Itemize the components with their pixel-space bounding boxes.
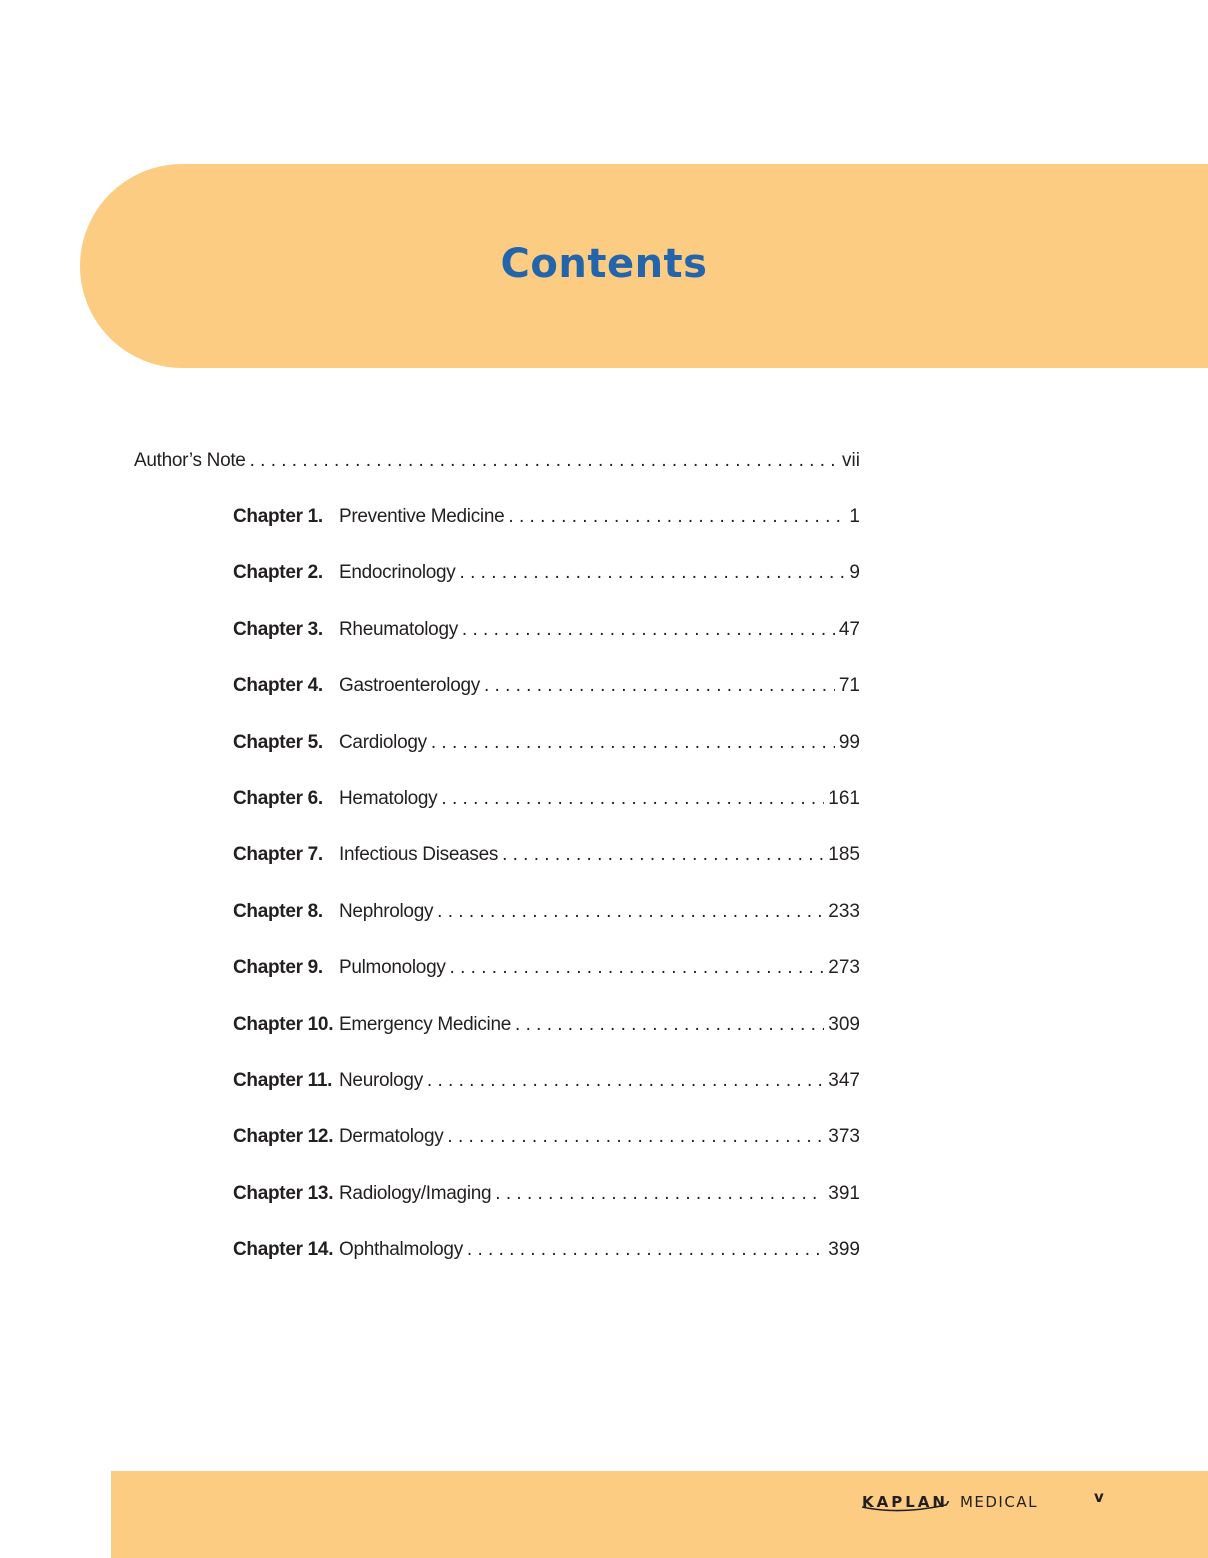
dot-leader	[467, 1238, 824, 1262]
toc-entry-title: Author’s Note	[134, 450, 246, 471]
toc-page-number: vii	[842, 450, 860, 471]
toc-entry-chapter-11[interactable]	[233, 1069, 860, 1093]
chapter-number: Chapter 9.	[233, 957, 323, 978]
toc-entry-chapter-13[interactable]	[233, 1182, 860, 1206]
dot-leader	[441, 787, 824, 811]
chapter-title: Hematology	[339, 788, 438, 809]
chapter-title: Gastroenterology	[339, 675, 480, 696]
toc-page-number: 185	[828, 844, 860, 865]
chapter-number: Chapter 11.	[233, 1070, 333, 1091]
chapter-number: Chapter 2.	[233, 562, 323, 583]
toc-entry-chapter-12[interactable]	[233, 1125, 860, 1149]
dot-leader	[447, 1125, 824, 1149]
toc-entry-chapter-9[interactable]	[233, 956, 860, 980]
chapter-number: Chapter 7.	[233, 844, 323, 865]
toc-page-number: 391	[828, 1183, 860, 1204]
toc-page-number: 347	[828, 1070, 860, 1091]
chapter-number: Chapter 3.	[233, 619, 323, 640]
toc-page-number: 9	[849, 562, 860, 583]
chapter-title: Radiology/Imaging	[339, 1183, 492, 1204]
toc-page-number: 233	[828, 901, 860, 922]
chapter-title: Ophthalmology	[339, 1239, 463, 1260]
toc-page-number: 1	[849, 506, 860, 527]
toc-entry-chapter-14[interactable]	[233, 1238, 860, 1262]
toc-entry-chapter-1[interactable]	[233, 505, 860, 529]
dot-leader	[450, 956, 825, 980]
dot-leader	[250, 449, 838, 473]
chapter-title: Rheumatology	[339, 619, 458, 640]
toc-page-number: 309	[828, 1014, 860, 1035]
dot-leader	[515, 1013, 824, 1037]
toc-page-number: 47	[838, 619, 860, 640]
logo-imprint: MEDICAL	[959, 1493, 1038, 1511]
dot-leader	[508, 505, 845, 529]
chapter-title: Preventive Medicine	[339, 506, 505, 527]
dot-leader	[502, 843, 824, 867]
chapter-title: Pulmonology	[339, 957, 446, 978]
chapter-number: Chapter 8.	[233, 901, 323, 922]
chapter-number: Chapter 6.	[233, 788, 323, 809]
toc-entry-chapter-7[interactable]	[233, 843, 860, 867]
toc-entry-chapter-8[interactable]	[233, 900, 860, 924]
dot-leader	[460, 561, 846, 585]
chapter-number: Chapter 4.	[233, 675, 323, 696]
dot-leader	[462, 618, 835, 642]
toc-entry-chapter-3[interactable]	[233, 618, 860, 642]
chapter-number: Chapter 14.	[233, 1239, 334, 1260]
page-title: Contents	[500, 241, 708, 287]
toc-entry-chapter-5[interactable]	[233, 731, 860, 755]
toc-entry-chapter-2[interactable]	[233, 561, 860, 585]
toc-entry-chapter-6[interactable]	[233, 787, 860, 811]
toc-entry-chapter-4[interactable]	[233, 674, 860, 698]
chapter-number: Chapter 5.	[233, 732, 323, 753]
toc-page-number: 71	[838, 675, 860, 696]
dot-leader	[495, 1182, 824, 1206]
logo-swoosh-icon	[860, 1501, 952, 1515]
chapter-title: Neurology	[339, 1070, 423, 1091]
toc-entry-chapter-10[interactable]	[233, 1013, 860, 1037]
chapter-title: Infectious Diseases	[339, 844, 499, 865]
chapter-number: Chapter 1.	[233, 506, 323, 527]
chapter-title: Emergency Medicine	[339, 1014, 512, 1035]
chapter-title: Dermatology	[339, 1126, 444, 1147]
dot-leader	[437, 900, 824, 924]
dot-leader	[484, 674, 835, 698]
logo-wordmark: KAPLAN	[862, 1493, 948, 1511]
chapter-title: Nephrology	[339, 901, 434, 922]
chapter-title: Endocrinology	[339, 562, 456, 583]
page-number: v	[1094, 1488, 1104, 1506]
toc-page-number: 273	[828, 957, 860, 978]
footer-band	[111, 1471, 1208, 1558]
toc-page-number: 399	[828, 1239, 860, 1260]
toc-page-number: 99	[838, 732, 860, 753]
chapter-title: Cardiology	[339, 732, 427, 753]
dot-leader	[427, 1069, 824, 1093]
toc-page-number: 161	[828, 788, 860, 809]
dot-leader	[431, 731, 835, 755]
chapter-number: Chapter 12.	[233, 1126, 334, 1147]
kaplan-medical-logo	[862, 1487, 1038, 1517]
toc-entry-authors-note[interactable]	[134, 449, 860, 473]
chapter-number: Chapter 13.	[233, 1183, 334, 1204]
chapter-number: Chapter 10.	[233, 1014, 334, 1035]
toc-page-number: 373	[828, 1126, 860, 1147]
